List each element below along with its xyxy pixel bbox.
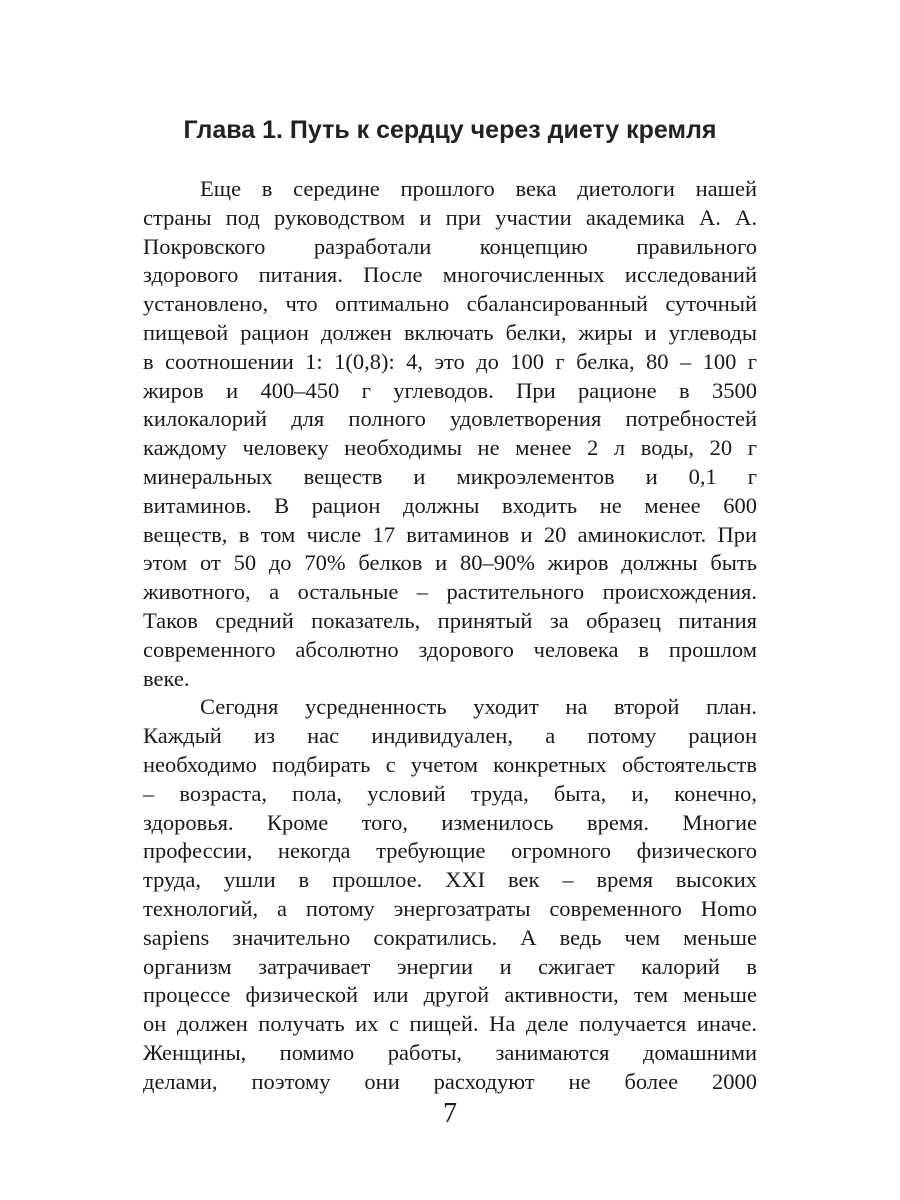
text-line: здорового питания. После многочисленных исследований: [143, 262, 757, 288]
text-line: профессии, некогда требующие огромного физического: [143, 838, 757, 864]
text-line: sapiens значительно сократились. А ведь чем меньше: [143, 924, 757, 950]
text-line: установлено, что оптимально сбалансированный суточный: [143, 291, 757, 317]
text-line: веществ, в том числе 17 витаминов и 20 аминокислот. При: [143, 521, 757, 547]
text-line: витаминов. В рацион должны входить не менее 600: [143, 492, 757, 518]
text-line: килокалорий для полного удовлетворения потребностей: [143, 406, 757, 432]
text-line: труда, ушли в прошлое. XXI век – время высоких: [143, 867, 757, 893]
text-line: современного абсолютно здорового человека в прошлом: [143, 636, 757, 662]
text-line: Таков средний показатель, принятый за образец питания: [143, 607, 757, 633]
text-line: Каждый из нас индивидуален, а потому рацион: [143, 723, 757, 749]
text-line: Сегодня усредненность уходит на второй план.: [200, 694, 757, 720]
text-line: он должен получать их с пищей. На деле получается иначе.: [143, 1011, 757, 1037]
body-text: [143, 175, 757, 1097]
text-line: Покровского разработали концепцию правильного: [143, 233, 757, 259]
text-line: животного, а остальные – растительного происхождения.: [143, 579, 757, 605]
text-line: веке.: [143, 665, 190, 691]
text-line: делами, поэтому они расходуют не более 2000: [143, 1068, 757, 1094]
text-line: здоровья. Кроме того, изменилось время. Многие: [143, 809, 757, 835]
text-line: Еще в середине прошлого века диетологи нашей: [200, 176, 757, 201]
chapter-title: Глава 1. Путь к сердцу через диету кремля: [183, 116, 717, 144]
text-line: Женщины, помимо работы, занимаются домашними: [143, 1039, 757, 1065]
text-line: минеральных веществ и микроэлементов и 0,1 г: [143, 463, 757, 489]
text-line: страны под руководством и при участии академика А. А.: [143, 204, 757, 230]
text-line: организм затрачивает энергии и сжигает калорий в: [143, 953, 757, 979]
text-line: пищевой рацион должен включать белки, жиры и углеводы: [143, 319, 757, 345]
page-number: 7: [443, 1098, 457, 1129]
text-line: в соотношении 1: 1(0,8): 4, это до 100 г белка, 80 – 100 г: [143, 348, 757, 374]
text-line: каждому человеку необходимы не менее 2 л воды, 20 г: [143, 435, 757, 461]
text-line: жиров и 400–450 г углеводов. При рационе в 3500: [143, 377, 757, 403]
text-line: технологий, а потому энергозатраты современного Homo: [143, 895, 757, 921]
text-line: этом от 50 до 70% белков и 80–90% жиров должны быть: [143, 550, 757, 576]
text-line: процессе физической или другой активности, тем меньше: [143, 982, 757, 1008]
text-line: необходимо подбирать с учетом конкретных обстоятельств: [143, 751, 757, 777]
text-line: – возраста, пола, условий труда, быта, и, конечно,: [143, 780, 757, 806]
